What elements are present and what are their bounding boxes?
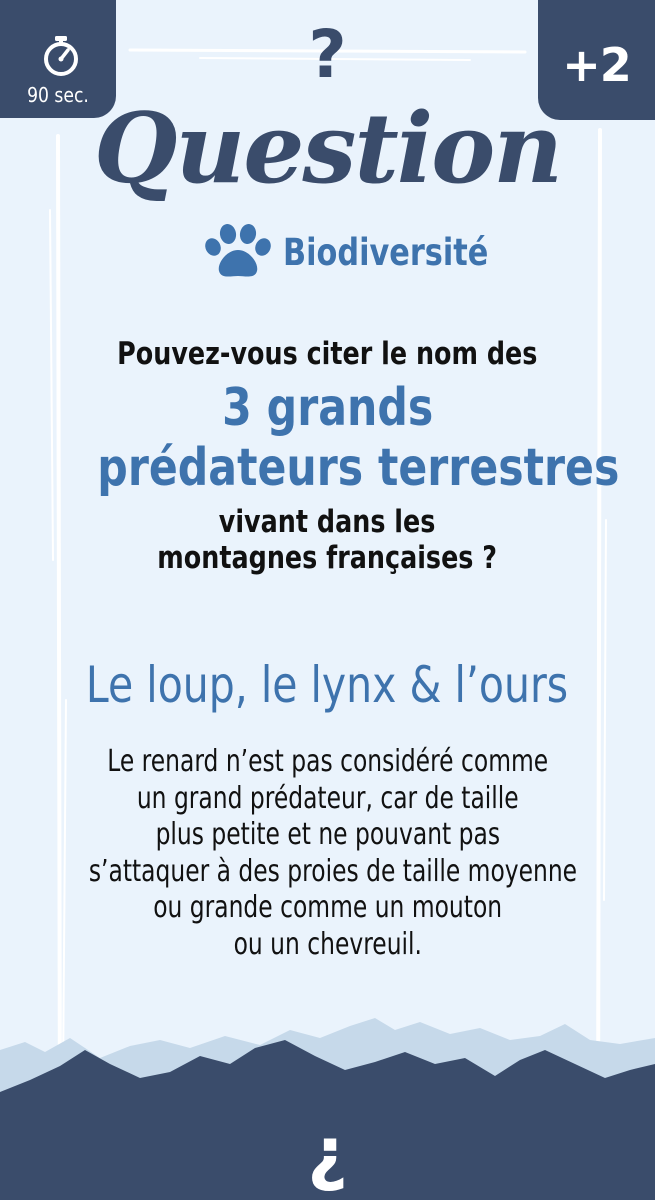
explanation-line: un grand prédateur, car de taille: [136, 780, 519, 816]
question-intro: Pouvez-vous citer le nom des: [117, 336, 538, 372]
points-value: +2: [562, 38, 631, 92]
category: [205, 222, 533, 282]
answer-label: Le loup, le lynx & l’ours: [86, 656, 569, 714]
question-highlight-1: 3 grands: [221, 378, 434, 438]
paw-icon: [205, 223, 271, 281]
answer-text: [0, 650, 655, 720]
card-title: Question: [93, 92, 562, 205]
question-highlight-2: prédateurs terrestres: [97, 438, 620, 498]
question-outro-2: montagnes françaises ?: [157, 540, 498, 576]
inverted-question-mark: ¿: [307, 1112, 348, 1194]
question-text: [40, 334, 620, 576]
explanation-line: plus petite et ne pouvant pas: [155, 817, 500, 852]
question-outro-1: vivant dans les: [219, 504, 436, 540]
category-label: Biodiversité: [283, 230, 489, 274]
question-mark: ?: [308, 16, 347, 93]
explanation-line: ou un chevreuil.: [233, 926, 422, 962]
explanation-line: s’attaquer à des proies de taille moyenne: [88, 853, 578, 889]
explanation-line: Le renard n’est pas considéré comme: [107, 744, 548, 779]
timer-label: 90 sec.: [27, 83, 89, 107]
explanation-line: ou grande comme un mouton: [153, 890, 502, 925]
explanation: [20, 744, 635, 963]
